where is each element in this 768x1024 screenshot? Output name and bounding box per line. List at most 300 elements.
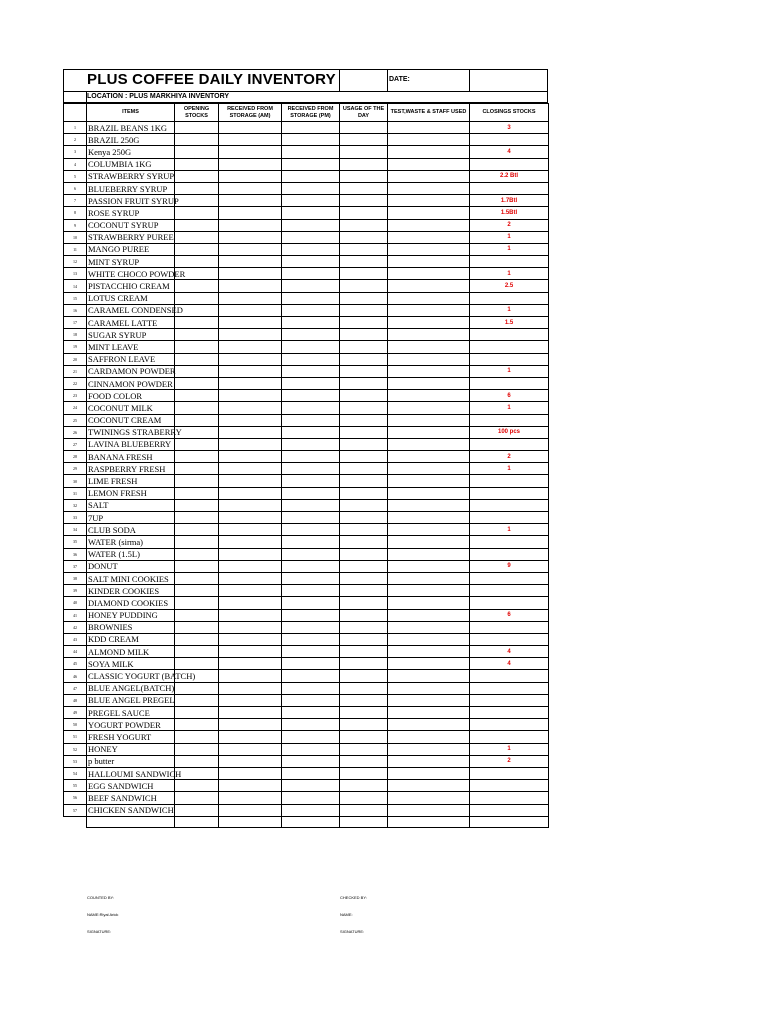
closing-stock-cell[interactable] (470, 256, 549, 268)
usage-cell[interactable] (340, 414, 388, 426)
usage-cell[interactable] (340, 682, 388, 694)
received-am-cell[interactable] (219, 365, 282, 377)
usage-cell[interactable] (340, 487, 388, 499)
opening-cell[interactable] (175, 390, 219, 402)
test-waste-cell[interactable] (388, 463, 470, 475)
test-waste-cell[interactable] (388, 694, 470, 706)
usage-cell[interactable] (340, 780, 388, 792)
received-pm-cell[interactable] (282, 390, 340, 402)
received-pm-cell[interactable] (282, 451, 340, 463)
closing-stock-cell[interactable] (470, 792, 549, 804)
received-pm-cell[interactable] (282, 475, 340, 487)
closing-stock-cell[interactable] (470, 585, 549, 597)
opening-cell[interactable] (175, 414, 219, 426)
received-pm-cell[interactable] (282, 219, 340, 231)
usage-cell[interactable] (340, 256, 388, 268)
opening-cell[interactable] (175, 451, 219, 463)
received-am-cell[interactable] (219, 438, 282, 450)
received-pm-cell[interactable] (282, 341, 340, 353)
closing-stock-cell[interactable]: 6 (470, 609, 549, 621)
opening-cell[interactable] (175, 585, 219, 597)
test-waste-cell[interactable] (388, 170, 470, 182)
opening-cell[interactable] (175, 658, 219, 670)
usage-cell[interactable] (340, 341, 388, 353)
received-am-cell[interactable] (219, 780, 282, 792)
received-pm-cell[interactable] (282, 609, 340, 621)
closing-stock-cell[interactable] (470, 597, 549, 609)
opening-cell[interactable] (175, 195, 219, 207)
received-pm-cell[interactable] (282, 731, 340, 743)
received-pm-cell[interactable] (282, 780, 340, 792)
test-waste-cell[interactable] (388, 329, 470, 341)
opening-cell[interactable] (175, 243, 219, 255)
opening-cell[interactable] (175, 377, 219, 389)
opening-cell[interactable] (175, 755, 219, 767)
received-pm-cell[interactable] (282, 122, 340, 134)
opening-cell[interactable] (175, 633, 219, 645)
received-pm-cell[interactable] (282, 353, 340, 365)
usage-cell[interactable] (340, 134, 388, 146)
usage-cell[interactable] (340, 451, 388, 463)
test-waste-cell[interactable] (388, 353, 470, 365)
test-waste-cell[interactable] (388, 304, 470, 316)
closing-stock-cell[interactable] (470, 719, 549, 731)
opening-cell[interactable] (175, 707, 219, 719)
received-am-cell[interactable] (219, 414, 282, 426)
test-waste-cell[interactable] (388, 524, 470, 536)
test-waste-cell[interactable] (388, 512, 470, 524)
usage-cell[interactable] (340, 329, 388, 341)
received-pm-cell[interactable] (282, 414, 340, 426)
opening-cell[interactable] (175, 536, 219, 548)
usage-cell[interactable] (340, 755, 388, 767)
opening-cell[interactable] (175, 694, 219, 706)
received-pm-cell[interactable] (282, 463, 340, 475)
received-am-cell[interactable] (219, 317, 282, 329)
closing-stock-cell[interactable]: 100 pcs (470, 426, 549, 438)
test-waste-cell[interactable] (388, 548, 470, 560)
closing-stock-cell[interactable] (470, 548, 549, 560)
closing-stock-cell[interactable]: 4 (470, 658, 549, 670)
test-waste-cell[interactable] (388, 475, 470, 487)
received-pm-cell[interactable] (282, 755, 340, 767)
closing-stock-cell[interactable]: 1.5Btl (470, 207, 549, 219)
received-am-cell[interactable] (219, 670, 282, 682)
test-waste-cell[interactable] (388, 377, 470, 389)
received-am-cell[interactable] (219, 377, 282, 389)
received-pm-cell[interactable] (282, 207, 340, 219)
opening-cell[interactable] (175, 146, 219, 158)
usage-cell[interactable] (340, 170, 388, 182)
usage-cell[interactable] (340, 231, 388, 243)
received-pm-cell[interactable] (282, 597, 340, 609)
received-am-cell[interactable] (219, 755, 282, 767)
closing-stock-cell[interactable] (470, 804, 549, 816)
closing-stock-cell[interactable]: 1 (470, 304, 549, 316)
received-am-cell[interactable] (219, 731, 282, 743)
test-waste-cell[interactable] (388, 755, 470, 767)
usage-cell[interactable] (340, 792, 388, 804)
test-waste-cell[interactable] (388, 402, 470, 414)
received-am-cell[interactable] (219, 707, 282, 719)
received-am-cell[interactable] (219, 475, 282, 487)
test-waste-cell[interactable] (388, 182, 470, 194)
usage-cell[interactable] (340, 585, 388, 597)
opening-cell[interactable] (175, 231, 219, 243)
test-waste-cell[interactable] (388, 341, 470, 353)
closing-stock-cell[interactable] (470, 572, 549, 584)
usage-cell[interactable] (340, 499, 388, 511)
received-am-cell[interactable] (219, 499, 282, 511)
received-pm-cell[interactable] (282, 694, 340, 706)
usage-cell[interactable] (340, 219, 388, 231)
closing-stock-cell[interactable]: 1 (470, 524, 549, 536)
received-am-cell[interactable] (219, 633, 282, 645)
received-pm-cell[interactable] (282, 682, 340, 694)
received-am-cell[interactable] (219, 767, 282, 779)
opening-cell[interactable] (175, 646, 219, 658)
received-pm-cell[interactable] (282, 572, 340, 584)
closing-stock-cell[interactable]: 1 (470, 743, 549, 755)
test-waste-cell[interactable] (388, 158, 470, 170)
closing-stock-cell[interactable]: 3 (470, 122, 549, 134)
received-pm-cell[interactable] (282, 426, 340, 438)
received-pm-cell[interactable] (282, 365, 340, 377)
opening-cell[interactable] (175, 317, 219, 329)
closing-stock-cell[interactable] (470, 670, 549, 682)
usage-cell[interactable] (340, 633, 388, 645)
closing-stock-cell[interactable]: 1 (470, 463, 549, 475)
opening-cell[interactable] (175, 341, 219, 353)
closing-stock-cell[interactable]: 2 (470, 755, 549, 767)
received-pm-cell[interactable] (282, 548, 340, 560)
received-pm-cell[interactable] (282, 402, 340, 414)
received-pm-cell[interactable] (282, 560, 340, 572)
opening-cell[interactable] (175, 438, 219, 450)
received-pm-cell[interactable] (282, 146, 340, 158)
received-pm-cell[interactable] (282, 670, 340, 682)
test-waste-cell[interactable] (388, 731, 470, 743)
test-waste-cell[interactable] (388, 743, 470, 755)
opening-cell[interactable] (175, 158, 219, 170)
opening-cell[interactable] (175, 780, 219, 792)
closing-stock-cell[interactable]: 9 (470, 560, 549, 572)
test-waste-cell[interactable] (388, 487, 470, 499)
received-pm-cell[interactable] (282, 499, 340, 511)
received-am-cell[interactable] (219, 682, 282, 694)
opening-cell[interactable] (175, 365, 219, 377)
usage-cell[interactable] (340, 365, 388, 377)
received-am-cell[interactable] (219, 256, 282, 268)
closing-stock-cell[interactable] (470, 182, 549, 194)
closing-stock-cell[interactable] (470, 707, 549, 719)
received-am-cell[interactable] (219, 353, 282, 365)
opening-cell[interactable] (175, 572, 219, 584)
closing-stock-cell[interactable]: 1 (470, 268, 549, 280)
received-pm-cell[interactable] (282, 536, 340, 548)
received-pm-cell[interactable] (282, 170, 340, 182)
opening-cell[interactable] (175, 767, 219, 779)
received-pm-cell[interactable] (282, 231, 340, 243)
test-waste-cell[interactable] (388, 658, 470, 670)
received-am-cell[interactable] (219, 536, 282, 548)
test-waste-cell[interactable] (388, 207, 470, 219)
received-am-cell[interactable] (219, 585, 282, 597)
test-waste-cell[interactable] (388, 365, 470, 377)
received-am-cell[interactable] (219, 804, 282, 816)
received-am-cell[interactable] (219, 646, 282, 658)
test-waste-cell[interactable] (388, 499, 470, 511)
received-pm-cell[interactable] (282, 268, 340, 280)
opening-cell[interactable] (175, 219, 219, 231)
received-am-cell[interactable] (219, 560, 282, 572)
usage-cell[interactable] (340, 402, 388, 414)
test-waste-cell[interactable] (388, 219, 470, 231)
received-pm-cell[interactable] (282, 658, 340, 670)
closing-stock-cell[interactable]: 1.7Btl (470, 195, 549, 207)
opening-cell[interactable] (175, 548, 219, 560)
test-waste-cell[interactable] (388, 621, 470, 633)
closing-stock-cell[interactable] (470, 377, 549, 389)
usage-cell[interactable] (340, 621, 388, 633)
received-pm-cell[interactable] (282, 158, 340, 170)
test-waste-cell[interactable] (388, 390, 470, 402)
received-am-cell[interactable] (219, 195, 282, 207)
received-am-cell[interactable] (219, 341, 282, 353)
received-pm-cell[interactable] (282, 317, 340, 329)
received-pm-cell[interactable] (282, 256, 340, 268)
received-am-cell[interactable] (219, 512, 282, 524)
usage-cell[interactable] (340, 572, 388, 584)
opening-cell[interactable] (175, 122, 219, 134)
usage-cell[interactable] (340, 475, 388, 487)
closing-stock-cell[interactable]: 2.2 Btl (470, 170, 549, 182)
received-am-cell[interactable] (219, 304, 282, 316)
usage-cell[interactable] (340, 426, 388, 438)
received-am-cell[interactable] (219, 390, 282, 402)
received-am-cell[interactable] (219, 743, 282, 755)
test-waste-cell[interactable] (388, 572, 470, 584)
received-pm-cell[interactable] (282, 438, 340, 450)
test-waste-cell[interactable] (388, 719, 470, 731)
test-waste-cell[interactable] (388, 767, 470, 779)
test-waste-cell[interactable] (388, 585, 470, 597)
closing-stock-cell[interactable] (470, 694, 549, 706)
usage-cell[interactable] (340, 536, 388, 548)
opening-cell[interactable] (175, 719, 219, 731)
opening-cell[interactable] (175, 292, 219, 304)
test-waste-cell[interactable] (388, 597, 470, 609)
closing-stock-cell[interactable] (470, 329, 549, 341)
opening-cell[interactable] (175, 487, 219, 499)
opening-cell[interactable] (175, 512, 219, 524)
received-pm-cell[interactable] (282, 487, 340, 499)
received-am-cell[interactable] (219, 694, 282, 706)
usage-cell[interactable] (340, 317, 388, 329)
usage-cell[interactable] (340, 597, 388, 609)
received-am-cell[interactable] (219, 329, 282, 341)
closing-stock-cell[interactable] (470, 621, 549, 633)
usage-cell[interactable] (340, 280, 388, 292)
received-pm-cell[interactable] (282, 292, 340, 304)
test-waste-cell[interactable] (388, 280, 470, 292)
opening-cell[interactable] (175, 280, 219, 292)
usage-cell[interactable] (340, 122, 388, 134)
received-am-cell[interactable] (219, 402, 282, 414)
test-waste-cell[interactable] (388, 609, 470, 621)
usage-cell[interactable] (340, 207, 388, 219)
closing-stock-cell[interactable]: 6 (470, 390, 549, 402)
opening-cell[interactable] (175, 743, 219, 755)
received-am-cell[interactable] (219, 524, 282, 536)
closing-stock-cell[interactable] (470, 438, 549, 450)
received-pm-cell[interactable] (282, 243, 340, 255)
test-waste-cell[interactable] (388, 317, 470, 329)
test-waste-cell[interactable] (388, 231, 470, 243)
received-am-cell[interactable] (219, 597, 282, 609)
usage-cell[interactable] (340, 609, 388, 621)
opening-cell[interactable] (175, 134, 219, 146)
opening-cell[interactable] (175, 207, 219, 219)
opening-cell[interactable] (175, 524, 219, 536)
test-waste-cell[interactable] (388, 146, 470, 158)
test-waste-cell[interactable] (388, 780, 470, 792)
usage-cell[interactable] (340, 146, 388, 158)
received-pm-cell[interactable] (282, 134, 340, 146)
received-am-cell[interactable] (219, 658, 282, 670)
usage-cell[interactable] (340, 243, 388, 255)
received-pm-cell[interactable] (282, 804, 340, 816)
closing-stock-cell[interactable]: 1 (470, 365, 549, 377)
test-waste-cell[interactable] (388, 560, 470, 572)
closing-stock-cell[interactable] (470, 731, 549, 743)
received-am-cell[interactable] (219, 487, 282, 499)
opening-cell[interactable] (175, 182, 219, 194)
test-waste-cell[interactable] (388, 682, 470, 694)
opening-cell[interactable] (175, 731, 219, 743)
received-am-cell[interactable] (219, 719, 282, 731)
received-pm-cell[interactable] (282, 524, 340, 536)
received-am-cell[interactable] (219, 280, 282, 292)
test-waste-cell[interactable] (388, 195, 470, 207)
received-pm-cell[interactable] (282, 377, 340, 389)
received-pm-cell[interactable] (282, 280, 340, 292)
received-am-cell[interactable] (219, 170, 282, 182)
test-waste-cell[interactable] (388, 122, 470, 134)
closing-stock-cell[interactable] (470, 536, 549, 548)
received-am-cell[interactable] (219, 548, 282, 560)
usage-cell[interactable] (340, 463, 388, 475)
closing-stock-cell[interactable] (470, 487, 549, 499)
received-am-cell[interactable] (219, 219, 282, 231)
received-pm-cell[interactable] (282, 743, 340, 755)
test-waste-cell[interactable] (388, 536, 470, 548)
closing-stock-cell[interactable]: 1 (470, 243, 549, 255)
test-waste-cell[interactable] (388, 633, 470, 645)
received-am-cell[interactable] (219, 463, 282, 475)
opening-cell[interactable] (175, 804, 219, 816)
usage-cell[interactable] (340, 390, 388, 402)
usage-cell[interactable] (340, 743, 388, 755)
usage-cell[interactable] (340, 670, 388, 682)
closing-stock-cell[interactable] (470, 134, 549, 146)
opening-cell[interactable] (175, 682, 219, 694)
usage-cell[interactable] (340, 268, 388, 280)
received-pm-cell[interactable] (282, 195, 340, 207)
received-am-cell[interactable] (219, 134, 282, 146)
received-am-cell[interactable] (219, 609, 282, 621)
closing-stock-cell[interactable]: 2 (470, 219, 549, 231)
received-pm-cell[interactable] (282, 329, 340, 341)
usage-cell[interactable] (340, 158, 388, 170)
test-waste-cell[interactable] (388, 268, 470, 280)
usage-cell[interactable] (340, 377, 388, 389)
received-am-cell[interactable] (219, 182, 282, 194)
received-am-cell[interactable] (219, 451, 282, 463)
opening-cell[interactable] (175, 621, 219, 633)
opening-cell[interactable] (175, 560, 219, 572)
usage-cell[interactable] (340, 512, 388, 524)
usage-cell[interactable] (340, 707, 388, 719)
closing-stock-cell[interactable]: 2 (470, 451, 549, 463)
closing-stock-cell[interactable] (470, 341, 549, 353)
opening-cell[interactable] (175, 329, 219, 341)
usage-cell[interactable] (340, 731, 388, 743)
opening-cell[interactable] (175, 353, 219, 365)
received-pm-cell[interactable] (282, 633, 340, 645)
received-pm-cell[interactable] (282, 792, 340, 804)
received-am-cell[interactable] (219, 572, 282, 584)
usage-cell[interactable] (340, 658, 388, 670)
opening-cell[interactable] (175, 256, 219, 268)
usage-cell[interactable] (340, 767, 388, 779)
closing-stock-cell[interactable] (470, 780, 549, 792)
test-waste-cell[interactable] (388, 292, 470, 304)
closing-stock-cell[interactable] (470, 767, 549, 779)
closing-stock-cell[interactable]: 2.5 (470, 280, 549, 292)
usage-cell[interactable] (340, 438, 388, 450)
closing-stock-cell[interactable] (470, 475, 549, 487)
received-pm-cell[interactable] (282, 585, 340, 597)
usage-cell[interactable] (340, 182, 388, 194)
closing-stock-cell[interactable] (470, 499, 549, 511)
usage-cell[interactable] (340, 548, 388, 560)
closing-stock-cell[interactable]: 1.5 (470, 317, 549, 329)
usage-cell[interactable] (340, 353, 388, 365)
opening-cell[interactable] (175, 170, 219, 182)
test-waste-cell[interactable] (388, 134, 470, 146)
usage-cell[interactable] (340, 524, 388, 536)
test-waste-cell[interactable] (388, 804, 470, 816)
test-waste-cell[interactable] (388, 792, 470, 804)
received-am-cell[interactable] (219, 268, 282, 280)
received-pm-cell[interactable] (282, 707, 340, 719)
closing-stock-cell[interactable] (470, 158, 549, 170)
test-waste-cell[interactable] (388, 438, 470, 450)
received-pm-cell[interactable] (282, 719, 340, 731)
closing-stock-cell[interactable] (470, 414, 549, 426)
received-pm-cell[interactable] (282, 646, 340, 658)
test-waste-cell[interactable] (388, 451, 470, 463)
received-am-cell[interactable] (219, 621, 282, 633)
usage-cell[interactable] (340, 804, 388, 816)
closing-stock-cell[interactable] (470, 512, 549, 524)
usage-cell[interactable] (340, 694, 388, 706)
received-am-cell[interactable] (219, 231, 282, 243)
closing-stock-cell[interactable]: 1 (470, 402, 549, 414)
opening-cell[interactable] (175, 499, 219, 511)
usage-cell[interactable] (340, 292, 388, 304)
